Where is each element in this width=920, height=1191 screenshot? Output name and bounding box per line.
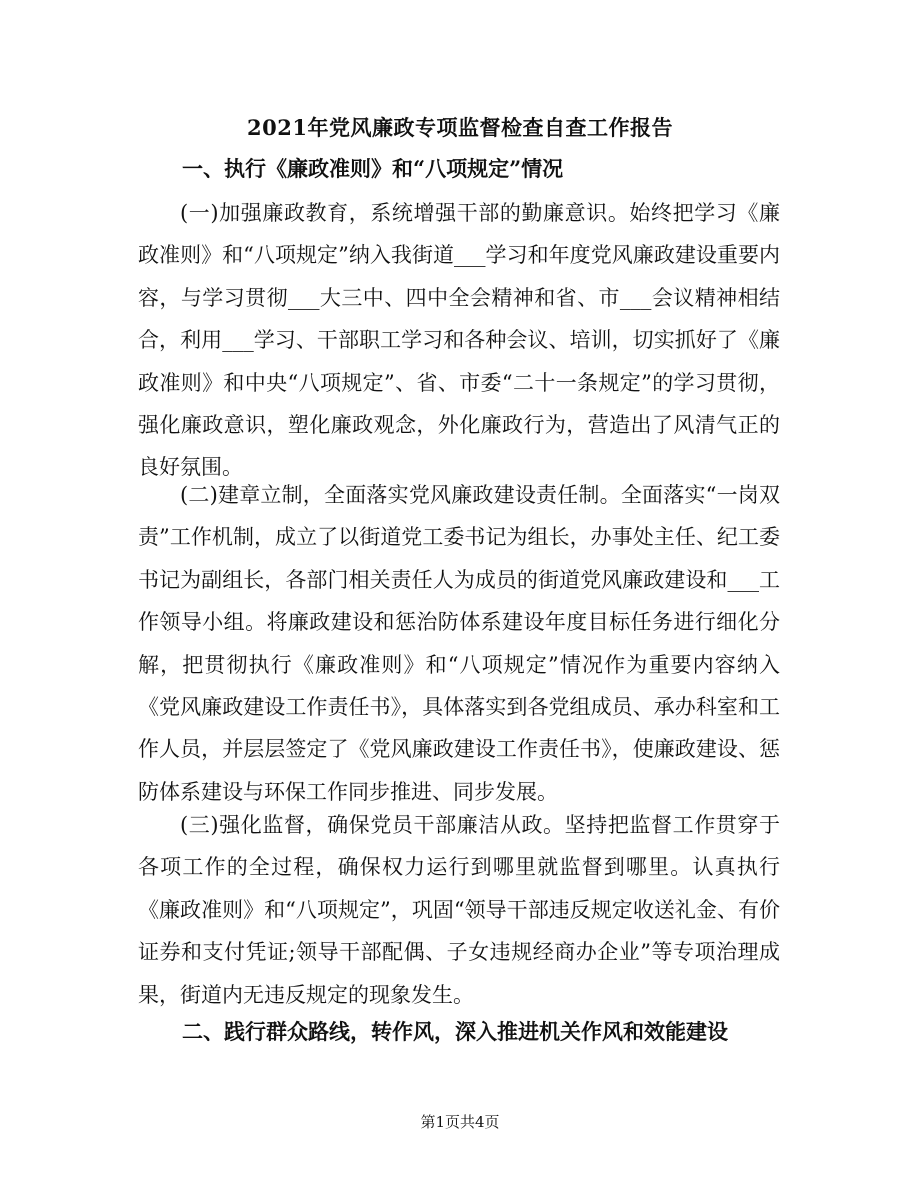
paragraph-3: (三)强化监督，确保党员干部廉洁从政。坚持把监督工作贯穿于各项工作的全过程，确保权力运行到哪里就监督到哪里。认真执行《廉政准则》和“八项规定”，巩固“领导干部违反规定收送礼金、有价证券和支付凭证;领导干部配偶、子女违规经商办企业”等专项治理成果，街道内无违反规定的现象发生。 (138, 813, 780, 1007)
document-title: 2021年党风廉政专项监督检查自查工作报告 (247, 115, 673, 140)
section-heading-1: 一、执行《廉政准则》和“八项规定”情况 (182, 156, 564, 181)
section-heading-2: 二、践行群众路线，转作风，深入推进机关作风和效能建设 (182, 1019, 728, 1044)
paragraph-2: (二)建章立制，全面落实党风廉政建设责任制。全面落实“一岗双责”工作机制，成立了以街道党工委书记为组长，办事处主任、纪工委书记为副组长，各部门相关责任人为成员的街道党风廉政建设和___工作领导小组。将廉政建设和惩治防体系建设年度目标任务进行细化分解，把贯彻执行《廉政准则》和“八项规定”情况作为重要内容纳入《党风廉政建设工作责任书》，具体落实到各党组成员、承办科室和工作人员，并层层签定了《党风廉政建设工作责任书》，使廉政建设、惩防体系建设与环保工作同步推进、同步发展。 (138, 483, 780, 804)
paragraph-1: (一)加强廉政教育，系统增强干部的勤廉意识。始终把学习《廉政准则》和“八项规定”纳入我街道___学习和年度党风廉政建设重要内容，与学习贯彻___大三中、四中全会精神和省、市___会议精神相结合，利用___学习、干部职工学习和各种会议、培训，切实抓好了《廉政准则》和中央“八项规定”、省、市委“二十一条规定”的学习贯彻，强化廉政意识，塑化廉政观念，外化廉政行为，营造出了风清气正的良好氛围。 (138, 201, 780, 480)
page-number-footer: 第1页共4页 (420, 1113, 500, 1131)
